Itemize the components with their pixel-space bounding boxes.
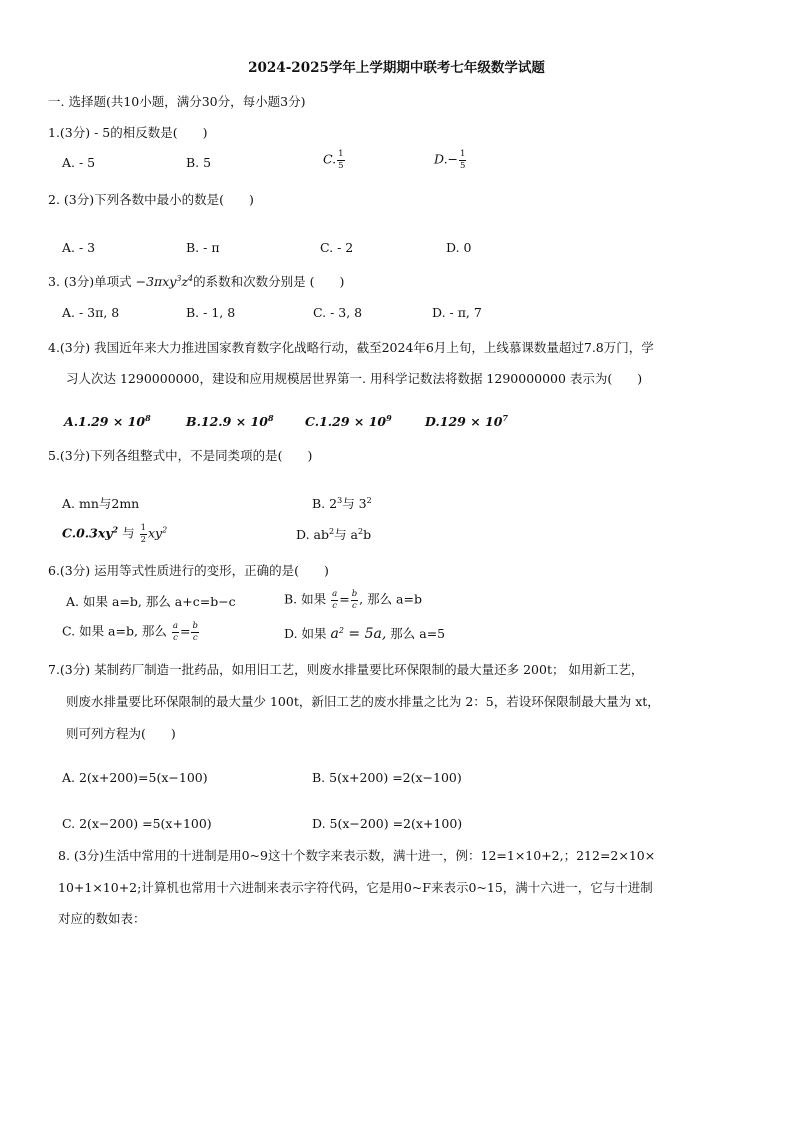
- q4-option-d: $D.129 \times 10^7$: [425, 412, 508, 429]
- q2-option-d: D. 0: [446, 240, 472, 255]
- q5-option-c-fraction: $\frac{1}{2}$: [140, 523, 146, 545]
- q2-option-a: A. - 3: [62, 240, 96, 255]
- q6-option-d: D. 如果 $a^2 = 5a$, 那么 a=5: [284, 625, 446, 642]
- q8-line-2: 10+1×10+2;计算机也常用十六进制来表示字符代码，它是用0~F来表示0~15，满十六进一，它与十进制: [58, 880, 653, 895]
- q4-option-c: $C.1.29 \times 10^9$: [305, 412, 392, 429]
- section-heading: 一. 选择题(共10小题，满分30分，每小题3分): [48, 94, 306, 109]
- q7-option-c: C. 2(x−200) =5(x+100): [62, 816, 212, 831]
- q6-stem: 6.(3分) 运用等式性质进行的变形，正确的是( ): [48, 563, 329, 578]
- q1-option-d: [434, 150, 467, 170]
- q7-option-d: D. 5(x−200) =2(x+100): [312, 816, 463, 831]
- q7-line-1: 7.(3分) 某制药厂制造一批药品，如用旧工艺，则废水排量要比环保限制的最大量还多 200t； 如用新工艺，: [48, 662, 644, 677]
- q2-option-b: B. - π: [186, 240, 220, 255]
- q6-option-b: B. 如果 $\frac{a}{c}$ = $\frac{b}{c}$ , 那么 a=b: [284, 589, 422, 611]
- q3-option-d: D. - π, 7: [432, 305, 482, 320]
- q1-option-a: A. - 5: [62, 155, 96, 170]
- q7-line-2: 则废水排量要比环保限制的最大量少 100t，新旧工艺的废水排量之比为 2：5，若设环保限制最大量为 xt，: [66, 694, 660, 709]
- q1-option-c-fraction: $\frac{1}{5}$: [338, 149, 344, 171]
- q6-option-c: C. 如果 a=b, 那么 $\frac{a}{c}$ = $\frac{b}{c}$: [62, 621, 198, 643]
- q3-monomial: $-3\pi xy^3z^4$: [135, 273, 194, 289]
- q5-option-c: $C.0.3xy^2$ 与 $\frac{1}{2}$ $xy^2$: [62, 523, 168, 545]
- q4-option-b: $B.12.9 \times 10^8$: [186, 412, 274, 429]
- q1-option-c-label: C.: [323, 151, 337, 167]
- q3-option-a: A. - 3π, 8: [62, 305, 120, 320]
- q7-line-3: 则可列方程为( ): [66, 726, 176, 741]
- q3-option-b: B. - 1, 8: [186, 305, 236, 320]
- q4-option-a: $A.1.29 \times 10^8$: [64, 412, 151, 429]
- q1-option-d-fraction: $\frac{1}{5}$: [460, 149, 466, 171]
- q1-option-c: [323, 150, 346, 170]
- q7-option-a: A. 2(x+200)=5(x−100): [62, 770, 208, 785]
- page-title: 2024-2025学年上学期期中联考七年级数学试题: [248, 60, 545, 76]
- q2-stem: 2. (3分)下列各数中最小的数是( ): [48, 192, 254, 207]
- q1-stem: 1.(3分) - 5的相反数是( ): [48, 125, 208, 140]
- q5-option-b: B. $2^3$与 $3^2$: [312, 495, 372, 511]
- q8-line-3: 对应的数如表：: [58, 911, 146, 926]
- q4-line-1: 4.(3分) 我国近年来大力推进国家教育数字化战略行动，截至2024年6月上旬，上线慕课数量超过7.8万门，学: [48, 340, 654, 355]
- q1-option-b: B. 5: [186, 155, 212, 170]
- q3-stem: 3. (3分)单项式 $-3\pi xy^3z^4$的系数和次数分别是 ( ): [48, 273, 345, 289]
- q8-line-1: 8. (3分)生活中常用的十进制是用0~9这十个数字来表示数，满十进一，例：12=1×10+2,；212=2×10×: [58, 848, 656, 863]
- q5-stem: 5.(3分)下列各组整式中，不是同类项的是( ): [48, 448, 313, 463]
- q4-line-2: 习人次达 1290000000，建设和应用规模居世界第一. 用科学记数法将数据 1290000000 表示为( ): [66, 371, 643, 386]
- q5-option-a: A. mn与2mn: [62, 496, 140, 511]
- q3-option-c: C. - 3, 8: [313, 305, 363, 320]
- q6-option-a: A. 如果 a=b, 那么 a+c=b−c: [66, 594, 236, 609]
- q2-option-c: C. - 2: [320, 240, 354, 255]
- q1-option-d-label: D.−: [434, 151, 459, 167]
- q5-option-d: D. $ab^2$与 $a^2b$: [296, 526, 372, 542]
- q7-option-b: B. 5(x+200) =2(x−100): [312, 770, 462, 785]
